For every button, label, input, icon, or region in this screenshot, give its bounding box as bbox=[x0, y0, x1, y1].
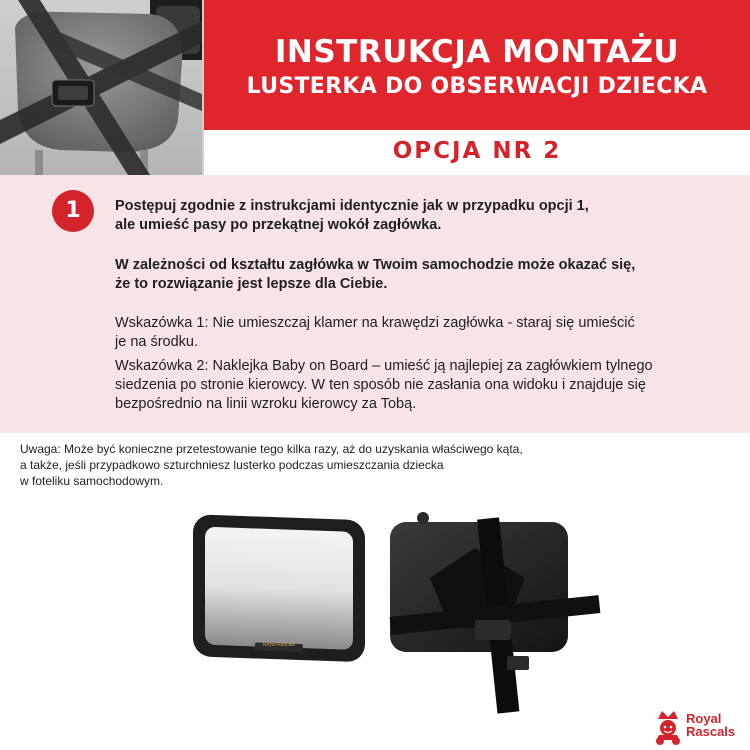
tip-1: Wskazówka 1: Nie umieszczaj klamer na krawędzi zagłówka - staraj się umieścić je na środku. bbox=[115, 315, 635, 350]
step-number-badge: 1 bbox=[52, 190, 94, 232]
headrest-photo bbox=[0, 0, 204, 175]
page-title: INSTRUKCJA MONTAŻU bbox=[274, 34, 680, 70]
mirror-back-image bbox=[390, 512, 601, 714]
option-heading: OPCJA NR 2 bbox=[392, 138, 562, 164]
note-text: Uwaga: Może być konieczne przetestowanie tego kilka razy, aż do uzyskania właściwego kąta, a także, jeśli przypadkowo szturchniesz lusterko podczas umieszczania dziecka w foteliku samochodowym. bbox=[20, 442, 523, 488]
page-subtitle: LUSTERKA DO OBSERWACJI DZIECKA bbox=[246, 74, 708, 99]
instruction-paragraph-2: W zależności od kształtu zagłówka w Twoim samochodzie może okazać się, że to rozwiązanie jest lepsze dla Ciebie. bbox=[115, 257, 636, 292]
brand-name: Royal Rascals bbox=[686, 711, 736, 739]
instruction-paragraph-1: Postępuj zgodnie z instrukcjami identycznie jak w przypadku opcji 1, ale umieść pasy po przekątnej wokół zagłówka. bbox=[115, 198, 589, 233]
option-strip bbox=[204, 130, 750, 175]
tip-2: Wskazówka 2: Naklejka Baby on Board – umieść ją najlepiej za zagłówkiem tylnego siedzenia po stronie kierowcy. W ten sposób nie zasłania ona widoku i znajduje się bezpośrednio na linii wzroku kierowcy za Tobą. bbox=[115, 358, 653, 412]
mirror-brand-label: Royal Rascals bbox=[263, 642, 295, 648]
mirror-product-images bbox=[185, 508, 605, 718]
mirror-front-image bbox=[193, 514, 365, 662]
